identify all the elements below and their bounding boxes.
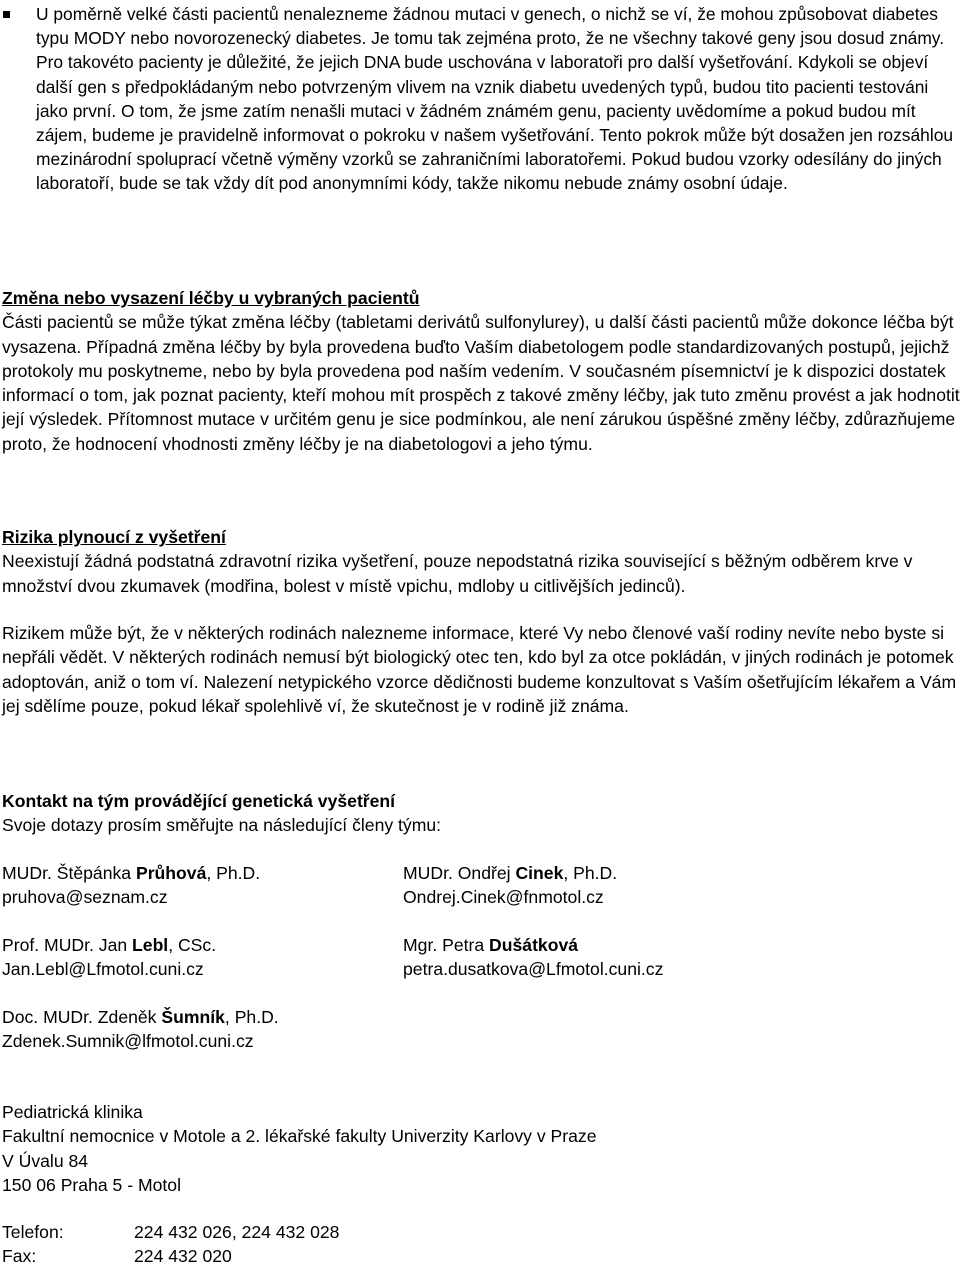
phone-label: Telefon: xyxy=(2,1222,64,1242)
person-name: Doc. MUDr. Zdeněk Šumník, Ph.D. xyxy=(2,1007,279,1027)
bullet-paragraph xyxy=(0,2,960,196)
contact-person xyxy=(2,861,260,910)
person-name: MUDr. Ondřej Cinek, Ph.D. xyxy=(403,863,618,883)
contact-person xyxy=(403,933,663,982)
fax-label: Fax: xyxy=(2,1246,37,1266)
person-name: Mgr. Petra Dušátková xyxy=(403,935,579,955)
address-line: 150 06 Praha 5 - Motol xyxy=(2,1174,181,1195)
person-email[interactable]: pruhova@seznam.cz xyxy=(2,887,168,908)
contact-person xyxy=(403,861,617,910)
address-line: Fakultní nemocnice v Motole a 2. lékařské fakulty Univerzity Karlovy v Praze xyxy=(2,1126,597,1147)
address-line: V Úvalu 84 xyxy=(2,1150,89,1171)
treatment-body: Části pacientů se může týkat změna léčby (tabletami derivátů sulfonylurey), u další části pacientů může dokonce léčba být vysazena. Případná změna léčby by byla provedena buďto Vaším diabetologem podle standardizovaných postupů, jejichž protokoly mu poskytneme, nebo by byla provedena pod naším vedením. V současném písemnictví je k dispozici dostatek informací o tom, jak poznat pacienty, kteří mohou mít prospěch z takové změny léčby, jak tuto změnu provést a jak hodnotit její výsledek. Přítomnost mutace v určitém genu je sice podmínkou, ale není zárukou úspěšné změny léčby, zdůrazňujeme proto, že hodnocení vhodnosti změny léčby je na diabetologovi a jeho týmu. xyxy=(2,312,960,454)
contact-person xyxy=(2,933,216,982)
contact-person xyxy=(2,1005,279,1054)
fax-value[interactable]: 224 432 020 xyxy=(134,1246,232,1266)
square-bullet-icon xyxy=(3,11,10,18)
phone-value[interactable]: 224 432 026, 224 432 028 xyxy=(134,1222,340,1242)
contact-heading: Kontakt na tým provádějící genetická vyšetření xyxy=(2,791,396,811)
person-email[interactable]: Jan.Lebl@Lfmotol.cuni.cz xyxy=(2,959,204,980)
treatment-heading: Změna nebo vysazení léčby u vybraných pacientů xyxy=(2,288,420,308)
person-email[interactable]: Zdenek.Sumnik@lfmotol.cuni.cz xyxy=(2,1031,254,1052)
person-email[interactable]: Ondrej.Cinek@fnmotol.cz xyxy=(403,887,604,908)
risks-body-1: Neexistují žádná podstatná zdravotní rizika vyšetření, pouze nepodstatná rizika související s běžným odběrem krve v množství dvou zkumavek (modřina, bolest v místě vpichu, mdloby u citlivějších jedinců). xyxy=(2,551,913,596)
risks-section xyxy=(2,525,960,598)
risks-body-2: Rizikem může být, že v některých rodinách nalezneme informace, které Vy nebo členové vaší rodiny nevíte nebo byste si nepřáli vědět. V některých rodinách nemusí být biologický otec ten, kdo byl za otce pokládán, v jiných rodinách je potomek adoptován, aniž o tom ví. Nalezení netypického vzorce dědičnosti budeme konzultovat s Vaším ošetřujícím lékařem a Vám jej sdělíme pouze, pokud lékař spolehlivě ví, že skutečnost je v rodině již známa. xyxy=(2,623,957,716)
contact-section xyxy=(2,789,960,838)
risks-heading: Rizika plynoucí z vyšetření xyxy=(2,527,226,547)
person-name: MUDr. Štěpánka Průhová, Ph.D. xyxy=(2,863,261,883)
address-block xyxy=(2,1100,597,1197)
person-name: Prof. MUDr. Jan Lebl, CSc. xyxy=(2,935,217,955)
phone-row xyxy=(2,1220,339,1244)
risks-paragraph-2 xyxy=(2,621,960,718)
address-line: Pediatrická klinika xyxy=(2,1102,143,1122)
bullet-marker xyxy=(0,2,36,196)
treatment-section xyxy=(2,286,960,456)
bullet-paragraph-text: U poměrně velké části pacientů nenalezneme žádnou mutaci v genech, o nichž se ví, že mohou způsobovat diabetes typu MODY nebo novorozenecký diabetes. Je tomu tak zejména proto, že ne všechny takové geny jsou dosud známy. Pro takovéto pacienty je důležité, že jejich DNA bude uschována v laboratoři pro další vyšetřování. Kdykoli se objeví další gen s předpokládaným nebo potvrzeným vlivem na vznik diabetu uvedených typů, budou tito pacienti testováni jako první. O tom, že jsme zatím nenašli mutaci v žádném známém genu, pacienty uvědomíme a pokud budou mít zájem, budeme je pravidelně informovat o pokroku v našem vyšetřování. Tento pokrok může být dosažen jen rozsáhlou mezinárodní spoluprací včetně výměny vzorků se zahraničními laboratořemi. Pokud budou vzorky odesílány do jiných laboratoří, bude se tak vždy dít pod anonymními kódy, takže nikomu nebude známy osobní údaje. xyxy=(36,4,954,194)
contact-intro: Svoje dotazy prosím směřujte na následující členy týmu: xyxy=(2,815,442,836)
fax-row xyxy=(2,1244,232,1268)
person-email[interactable]: petra.dusatkova@Lfmotol.cuni.cz xyxy=(403,959,664,980)
